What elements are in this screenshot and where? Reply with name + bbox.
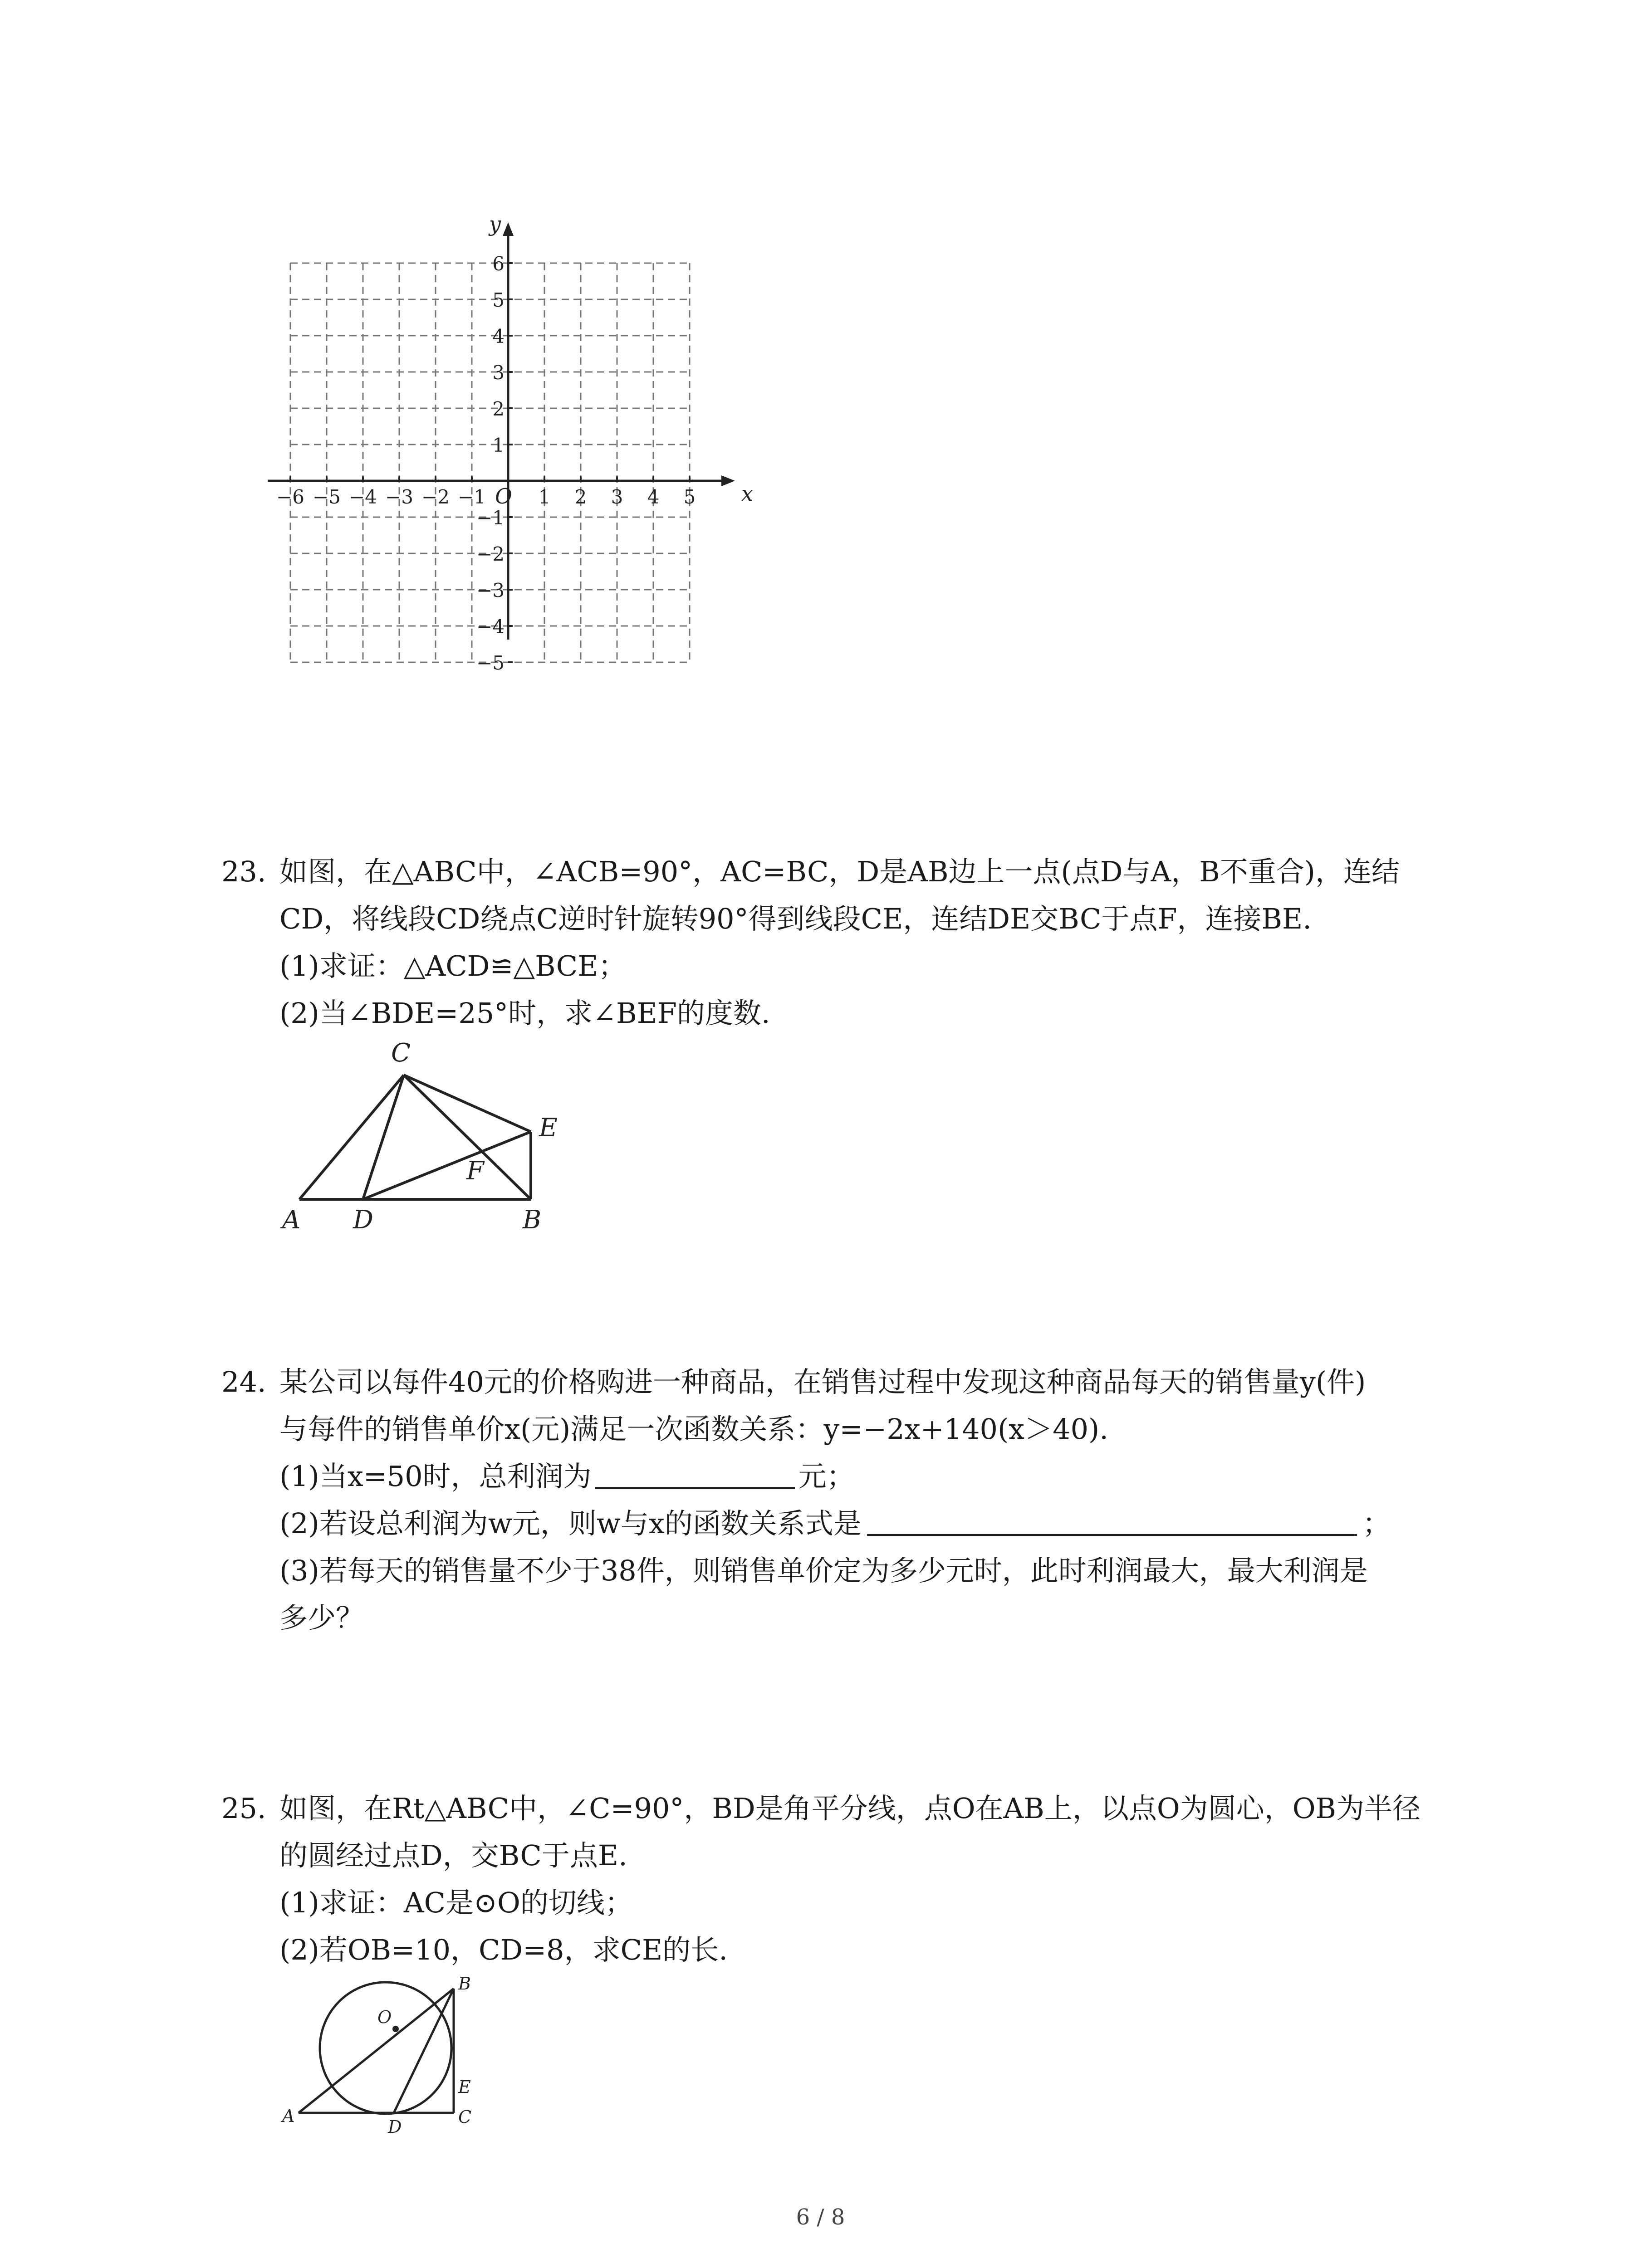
- question-text-line1: 如图，在△ABC中，∠ACB=90°，AC=BC，D是AB边上一点(点D与A，B不重合)，连结: [279, 855, 1400, 888]
- y-tick-label: 6: [492, 253, 505, 275]
- origin-label: O: [495, 484, 512, 508]
- question-24: [221, 1359, 1474, 1642]
- y-tick-label: 1: [492, 434, 505, 456]
- x-tick-label: −3: [385, 486, 413, 508]
- x-tick-label: −4: [349, 486, 377, 508]
- label-o: O: [377, 2007, 392, 2027]
- segment-ab: [299, 1989, 454, 2113]
- label-d: D: [388, 2117, 402, 2136]
- question-text-line2: CD，将线段CD绕点C逆时针旋转90°得到线段CE，连结DE交BC于点F，连接BE.: [279, 902, 1312, 935]
- question-25: [221, 1785, 1474, 1974]
- label-b: B: [523, 1205, 542, 1234]
- label-e: E: [458, 2077, 471, 2097]
- segment-ce: [404, 1075, 531, 1132]
- label-f: F: [466, 1156, 484, 1186]
- y-tick-label: −3: [476, 579, 505, 601]
- part-2: (2)若设总利润为w元，则w与x的函数关系式是 ；: [279, 1507, 1391, 1540]
- question-23: [221, 848, 1474, 1037]
- y-tick-label: 2: [492, 398, 505, 420]
- coordinate-grid-figure: [254, 204, 798, 712]
- triangle-abc-figure: [272, 1034, 572, 1234]
- x-tick-label: −6: [276, 486, 304, 508]
- x-tick-label: 4: [647, 486, 660, 508]
- y-tick-label: 5: [492, 289, 505, 311]
- x-tick-label: 3: [611, 486, 623, 508]
- part-1: (1)当x=50时，总利润为 元；: [279, 1460, 855, 1493]
- segment-bd: [394, 1989, 454, 2113]
- x-tick-label: −5: [313, 486, 341, 508]
- label-c: C: [458, 2107, 472, 2127]
- y-tick-label: −2: [476, 543, 505, 565]
- label-a: A: [282, 2106, 295, 2126]
- circle-tangent-figure: [272, 1969, 508, 2136]
- question-number: 25.: [221, 1792, 266, 1825]
- y-axis-label: y: [489, 212, 501, 236]
- y-tick-label: −5: [476, 652, 505, 674]
- answer-blank-1[interactable]: [595, 1460, 795, 1489]
- question-number: 24.: [221, 1365, 266, 1398]
- y-tick-label: −1: [476, 507, 505, 529]
- x-tick-label: −1: [458, 486, 486, 508]
- segment-ac: [299, 1075, 404, 1199]
- label-d: D: [353, 1205, 373, 1234]
- question-text-line2: 与每件的销售单价x(元)满足一次函数关系：y=−2x+140(x＞40).: [279, 1413, 1108, 1446]
- part-2: (2)当∠BDE=25°时，求∠BEF的度数.: [279, 997, 770, 1030]
- x-axis-label: x: [741, 481, 753, 506]
- segment-cd: [363, 1075, 404, 1199]
- center-point-o: [392, 2026, 399, 2032]
- part-3-line1: (3)若每天的销售量不少于38件，则销售单价定为多少元时，此时利润最大，最大利润是: [279, 1554, 1368, 1587]
- part-2: (2)若OB=10，CD=8，求CE的长.: [279, 1933, 728, 1966]
- y-tick-label: 4: [492, 325, 505, 347]
- question-text-line2: 的圆经过点D，交BC于点E.: [279, 1839, 627, 1872]
- circle-o: [320, 1982, 451, 2114]
- x-tick-label: 1: [538, 486, 551, 508]
- label-e: E: [539, 1113, 558, 1143]
- question-number: 23.: [221, 855, 266, 888]
- page-number: 6 / 8: [796, 2204, 845, 2230]
- question-text-line1: 如图，在Rt△ABC中，∠C=90°，BD是角平分线，点O在AB上，以点O为圆心，OB为半径: [279, 1792, 1421, 1825]
- y-axis-arrow: [503, 222, 514, 236]
- segment-de: [363, 1132, 531, 1199]
- part-1: (1)求证：△ACD≌△BCE；: [279, 949, 627, 982]
- label-a: A: [282, 1205, 301, 1234]
- x-tick-label: −2: [421, 486, 450, 508]
- question-text-line1: 某公司以每件40元的价格购进一种商品，在销售过程中发现这种商品每天的销售量y(件): [279, 1365, 1366, 1398]
- x-tick-label: 5: [683, 486, 696, 508]
- y-tick-label: 3: [492, 362, 505, 384]
- y-tick-label: −4: [476, 616, 505, 638]
- label-c: C: [391, 1038, 411, 1068]
- part-1: (1)求证：AC是⊙O的切线；: [279, 1886, 633, 1919]
- label-b: B: [458, 1974, 471, 1994]
- x-tick-label: 2: [574, 486, 587, 508]
- part-3-line2: 多少？: [279, 1601, 364, 1634]
- answer-blank-2[interactable]: [867, 1507, 1357, 1536]
- x-axis-arrow: [721, 475, 735, 486]
